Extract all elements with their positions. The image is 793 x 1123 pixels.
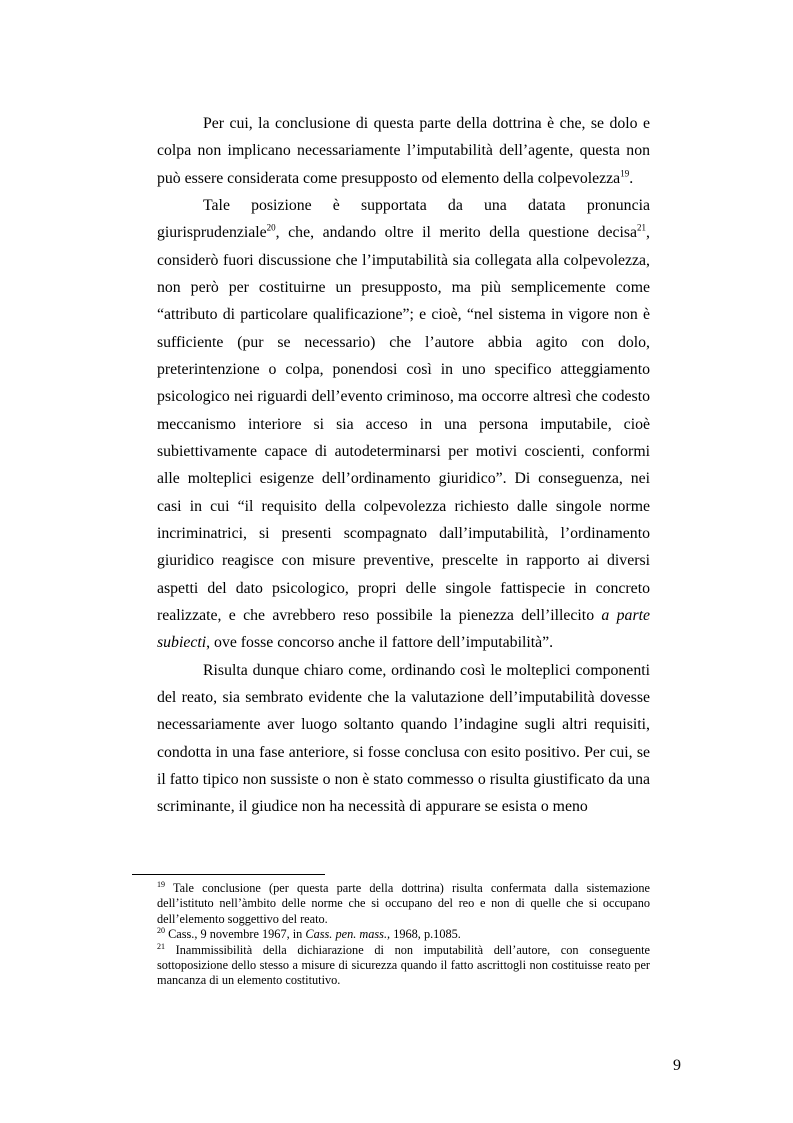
paragraph-1: Per cui, la conclusione di questa parte della dottrina è che, se dolo e colpa non implicano necessariamente l’imputabilità dell’agente, questa non può essere considerata come presupposto od elemento della colpevolezza$^{19}$. [157,115,650,187]
footnote-20: $^{20}$ Cass., 9 novembre 1967, in Cass. pen. mass., 1968, p.1085. [157,926,461,942]
page-number: 9 [673,1057,681,1074]
footnote-ref-19: 19 [620,168,630,179]
footnote-separator [132,874,325,875]
footnote-19: $^{19}$ Tale conclusione (per questa parte della dottrina) risulta confermata dalla sistemazione dell’istituto nell’àmbito delle norme che si occupano del reo e non di quelle che si occupano dell’elemento soggettivo del reato. [157,879,650,926]
paragraph-3: Risulta dunque chiaro come, ordinando così le molteplici componenti del reato, sia sembrato evidente che la valutazione dell’imputabilità dovesse necessariamente aver luogo soltanto quando l’indagine sugli altri requisiti, condotta in una fase anteriore, si fosse conclusa con esito positivo. Per cui, se il fatto tipico non sussiste o non è stato commesso o risulta giustificato da una scriminante, il giudice non ha necessità di appurare se esista o meno [157,661,650,816]
footnote-ref-21: 21 [637,223,647,234]
italic-phrase: a parte subiecti [157,606,650,652]
body-text [157,110,650,821]
footnote-ref-20: 20 [266,223,276,234]
footnote-21: $^{21}$ Inammissibilità della dichiarazione di non imputabilità dell’autore, con conseguente sottoposizione dello stesso a misure di sicurezza quando il fatto ascrittogli non costituisse reato per mancanza di un elemento costitutivo. [157,941,650,988]
paragraph-2: Tale posizione è supportata da una datata pronuncia giurisprudenziale$^{20}$, che, andando oltre il merito della questione decisa$^{21}$, considerò fuori discussione che l’imputabilità sia collegata alla colpevolezza, non però per costituirne un presupposto, ma più semplicemente come “attributo di particolare qualificazione”; e cioè, “nel sistema in vigore non è sufficiente (pur se necessario) che l’autore abbia agito con dolo, preterintenzione o colpa, ponendosi così in uno specifico atteggiamento psicologico nei riguardi dell’evento criminoso, ma occorre altresì che codesto meccanismo interiore si sia acceso in una persona imputabile, cioè subiettivamente capace di autodeterminarsi per motivi coscienti, conformi alle molteplici esigenze dell’ordinamento giuridico”. Di conseguenza, nei casi in cui “il requisito della colpevolezza richiesto dalle singole norme incriminatrici, si presenti scompagnato dall’imputabilità, l’ordinamento giuridico reagisce con misure preventive, prescelte in rapporto ai diversi aspetti del dato psicologico, propri delle singole fattispecie in concreto realizzate, e che avrebbero reso possibile la pienezza dell’illecito a parte subiecti, ove fosse concorso anche il fattore dell’imputabilità”. [157,196,650,652]
footnotes [157,881,650,989]
